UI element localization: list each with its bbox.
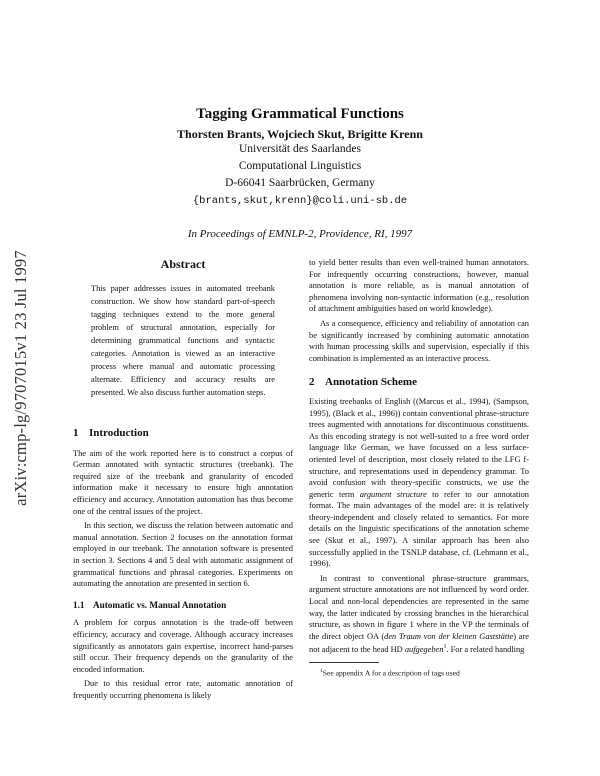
paper-title: Tagging Grammatical Functions bbox=[196, 106, 404, 122]
subsection-1-1-paragraph-2: Due to this residual error rate, automatic annotation of frequently occurring phenomena is likely bbox=[73, 679, 293, 700]
text-run: to refer to our annotation format. The main advantages of the model are: it is relatively theory-independent and closely related to semantics. For more details on the linguistic specifications of the annotation scheme see (Skut et al., 1997). A similar approach has been also successfully applied in the TSNLP database, cf. (Lehmann et al., 1996). bbox=[309, 489, 529, 569]
section-2-paragraph-2 bbox=[309, 573, 529, 656]
section-number: 2 bbox=[309, 376, 315, 389]
term-argument-structure: argument structure bbox=[359, 489, 427, 499]
footnote-mark: 1 bbox=[320, 667, 323, 674]
section-2-paragraph-1 bbox=[309, 396, 529, 570]
right-column bbox=[309, 257, 529, 681]
intro-paragraph-1: The aim of the work reported here is to construct a corpus of German annotated with syntactic structures (treebank). The required size of the treebank and granularity of encoded information make it necessary to ensure high annotation efficiency and accuracy. Annotation automation has thus become one of the central issues of the project. bbox=[73, 448, 293, 516]
section-number: 1 bbox=[73, 427, 79, 439]
affiliation-department: Computational Linguistics bbox=[238, 160, 362, 172]
footnote-text: See appendix A for a description of tags used bbox=[322, 668, 460, 678]
footnote-ref[interactable]: 1 bbox=[443, 644, 447, 651]
text-run: ) are not adjacent to the head HD bbox=[309, 631, 530, 655]
author-emails: {brants,skut,krenn}@coli.uni-sb.de bbox=[192, 195, 408, 207]
text-run: . For a related handling bbox=[446, 645, 525, 655]
section-introduction-heading bbox=[73, 428, 293, 440]
right-continuation-paragraph: to yield better results than even well-trained human annotators. For infrequently occurring constructions, however, manual annotation is more reliable, as is manual annotation of phenomena involving non-syntactic information (e.g., resolution of attachment ambiguities based on world knowledge). bbox=[309, 258, 529, 314]
affiliation-university: Universität des Saarlandes bbox=[239, 143, 361, 155]
footnote-rule bbox=[309, 662, 379, 663]
subsection-1-1-heading bbox=[73, 600, 293, 612]
section-annotation-scheme-heading bbox=[309, 377, 529, 389]
example-verb: aufgegeben bbox=[404, 645, 444, 655]
subsection-1-1-paragraph-1: A problem for corpus annotation is the trade-off between efficiency, accuracy and coverage. Although accuracy increases significantly as annotators gain expertise, incorrect hand-parses still occur. Their frequency depends on the granularity of the encoded information. bbox=[73, 618, 293, 674]
abstract-text: This paper addresses issues in automated treebank construction. We show how standard part-of-speech tagging techniques extend to the more general problem of structural annotation, especially for determining grammatical functions and syntactic categories. Annotation is viewed as an interactive process where manual and automatic processing alternate. Efficiency and accuracy results are presented. We also discuss further automation steps. bbox=[91, 284, 275, 397]
left-column bbox=[73, 428, 293, 704]
text-run: Existing treebanks of English ((Marcus et al., 1994), (Sampson, 1995), (Black et al., 1996)) contain conventional phrase-structure trees augmented with annotations for discontinuous constituents. As this encoding strategy is not well-suited to a free word order language like German, we have focussed on a less surface-oriented level of description, most closely related to the LFG f-structure, and representations used in dependency grammar. To avoid confusion with theory-specific constructs, we use the generic term bbox=[309, 396, 529, 499]
affiliation-address: D-66041 Saarbrücken, Germany bbox=[225, 177, 375, 189]
text-run: In contrast to conventional phrase-structure grammars, argument structure annotations are not influenced by word order. Local and non-local dependencies are represented in the same way, the latter indicated by crossing branches in the hierarchical structure, as shown in figure 1 where in the VP the terminals of the direct object OA ( bbox=[309, 573, 529, 641]
subsection-title: Automatic vs. Manual Annotation bbox=[93, 599, 227, 610]
section-title: Introduction bbox=[89, 427, 149, 439]
example-phrase: den Traum von der kleinen Gaststätte bbox=[384, 631, 514, 641]
arxiv-stamp bbox=[3, 200, 39, 555]
intro-paragraph-2: In this section, we discuss the relation between automatic and manual annotation. Section 2 focuses on the annotation format employed in our treebank. The annotation software is presented in section 3. Sections 4 and 5 deal with automatic assignment of grammatical functions and phrasal categories. Experiments on automating the annotation are presented in section 6. bbox=[73, 521, 293, 589]
footnote bbox=[309, 666, 529, 679]
arxiv-stamp-text: arXiv:cmp-lg/9707015v1 23 Jul 1997 bbox=[11, 249, 30, 506]
abstract-heading: Abstract bbox=[160, 257, 206, 271]
proceedings-line: In Proceedings of EMNLP-2, Providence, RI, 1997 bbox=[187, 228, 413, 240]
subsection-number: 1.1 bbox=[73, 599, 85, 610]
right-paragraph-2: As a consequence, efficiency and reliability of annotation can be significantly increased by combining automatic annotation with human processing skills and supervision, especially if this combination is implemented as an interactive process. bbox=[309, 318, 529, 363]
section-title: Annotation Scheme bbox=[325, 376, 417, 389]
paper-authors: Thorsten Brants, Wojciech Skut, Brigitte Krenn bbox=[177, 127, 423, 141]
